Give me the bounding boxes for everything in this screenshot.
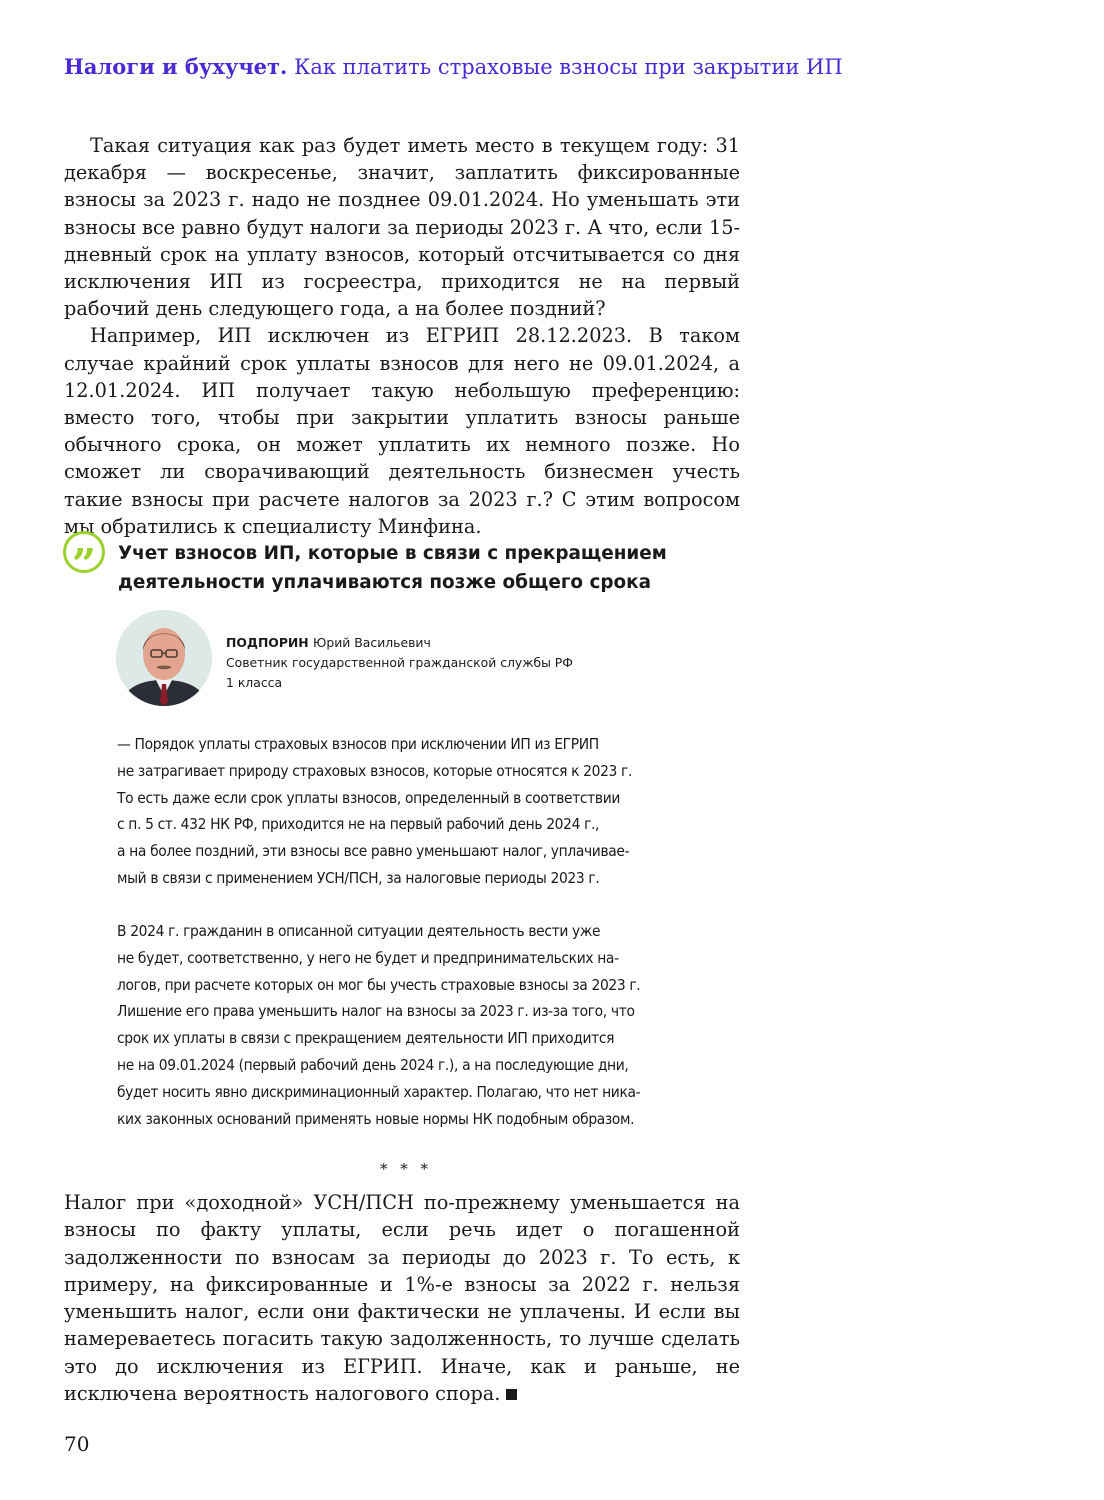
expert-portrait xyxy=(116,610,212,706)
answer-line: не будет, соответственно, у него не будет и предпринимательских на- xyxy=(117,948,619,967)
section-separator: * * * xyxy=(380,1160,433,1178)
expert-info xyxy=(226,633,726,693)
answer-line: срок их уплаты в связи с прекращением деятельности ИП приходится xyxy=(117,1029,615,1048)
expert-answer xyxy=(117,731,739,1132)
paragraph-gap xyxy=(117,892,739,918)
intro-text xyxy=(64,132,740,540)
expert-box-title xyxy=(118,539,738,597)
page-number: 70 xyxy=(64,1432,90,1456)
answer-line: В 2024 г. гражданин в описанной ситуации деятельность вести уже xyxy=(117,922,601,941)
intro-paragraph: Например, ИП исключен из ЕГРИП 28.12.2023. В таком случае крайний срок уплаты взносов для него не 09.01.2024, а 12.01.2024. ИП получает такую небольшую преференцию: вместо того, чтобы при закрытии уплатить взносы раньше обычного срока, он может уплатить их немного позже. Но сможет ли сворачивающий деятельность бизнесмен учесть такие взносы при расчете налогов за 2023 г.? С этим вопросом мы обратились к специалисту Минфина. xyxy=(64,324,740,538)
answer-line: не затрагивает природу страховых взносов, которые относятся к 2023 г. xyxy=(117,761,633,780)
expert-surname: ПОДПОРИН xyxy=(226,635,309,650)
answer-line: логов, при расчете которых он мог бы учесть страховые взносы за 2023 г. xyxy=(117,975,641,994)
title-line: Учет взносов ИП, которые в связи с прекращением xyxy=(118,543,667,564)
answer-line: То есть даже если срок уплаты взносов, определенный в соответствии xyxy=(117,788,621,807)
expert-name xyxy=(226,633,726,653)
outro-paragraph: Налог при «доходной» УСН/ПСН по-прежнему уменьшается на взносы по факту уплаты, если речь идет о погашенной задолженности по взносам за периоды до 2023 г. То есть, к примеру, на фиксированные и 1%-е взносы за 2022 г. нельзя уменьшить налог, если они фактически не уплачены. И если вы намереваетесь погасить такую задолженность, то лучше сделать это до исключения из ЕГРИП. Иначе, как и раньше, не исключена вероятность налогового спора. xyxy=(64,1191,740,1406)
answer-line: Лишение его права уменьшить налог на взносы за 2023 г. из-за того, что xyxy=(117,1002,635,1021)
outro-text xyxy=(64,1189,740,1407)
expert-position: Советник государственной гражданской службы РФ xyxy=(226,655,573,670)
answer-line: ких законных оснований применять новые нормы НК подобным образом. xyxy=(117,1109,635,1128)
expert-avatar xyxy=(116,610,212,706)
answer-line: с п. 5 ст. 432 НК РФ, приходится не на первый рабочий день 2024 г., xyxy=(117,815,600,834)
quote-icon: ” xyxy=(63,531,105,573)
running-header xyxy=(64,52,1064,82)
title-line: деятельности уплачиваются позже общего срока xyxy=(118,572,652,593)
header-section: Налоги и бухучет. xyxy=(64,54,288,79)
answer-line: — Порядок уплаты страховых взносов при исключении ИП из ЕГРИП xyxy=(117,735,599,753)
expert-given-names: Юрий Васильевич xyxy=(313,635,431,650)
answer-line: будет носить явно дискриминационный характер. Полагаю, что нет ника- xyxy=(117,1082,641,1101)
answer-line: мый в связи с применением УСН/ПСН, за налоговые периоды 2023 г. xyxy=(117,868,600,887)
expert-position: 1 класса xyxy=(226,675,283,690)
header-title: Как платить страховые взносы при закрытии ИП xyxy=(294,55,843,79)
end-of-article-mark xyxy=(506,1389,517,1400)
answer-line: а на более поздний, эти взносы все равно уменьшают налог, уплачивае- xyxy=(117,842,630,861)
answer-line: не на 09.01.2024 (первый рабочий день 2024 г.), а на последующие дни, xyxy=(117,1056,629,1075)
intro-paragraph: Такая ситуация как раз будет иметь место в текущем году: 31 декабря — воскресенье, значит, заплатить фиксированные взносы за 2023 г. надо не позднее 09.01.2024. Но уменьшать эти взносы все равно будут налоги за периоды 2023 г. А что, если 15-дневный срок на уплату взносов, который отсчитывается со дня исключения ИП из госреестра, приходится не на первый рабочий день следующего года, а на более поздний? xyxy=(64,134,740,321)
